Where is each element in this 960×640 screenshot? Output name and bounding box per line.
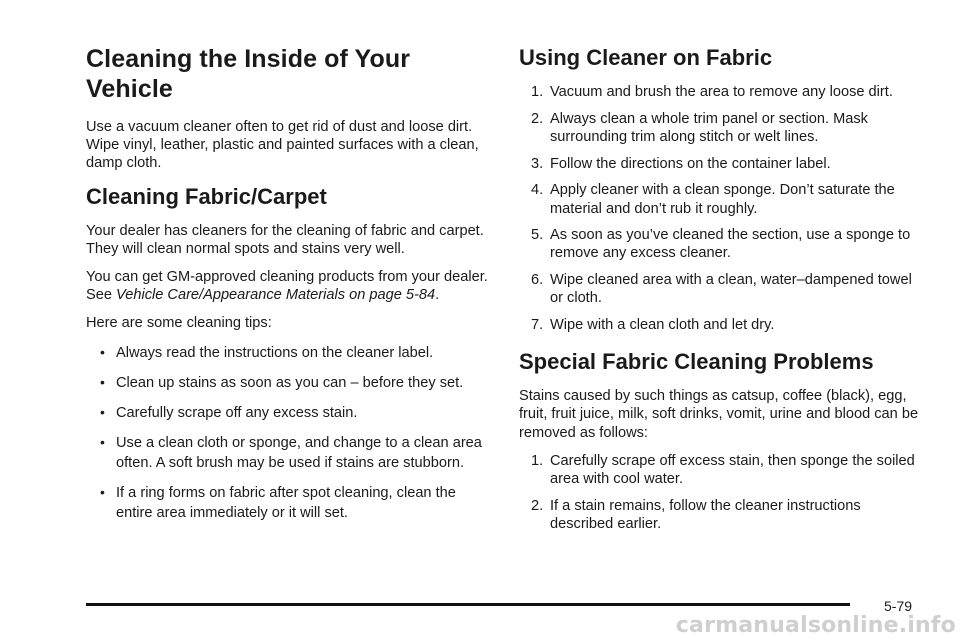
step-text: Always clean a whole trim panel or section. Mask surrounding trim along stitch or welt lines. [550,110,868,145]
list-item [531,497,919,533]
right-column [519,44,919,545]
step-number: 6. [531,272,544,289]
list-item [100,433,494,473]
step-text: Follow the directions on the container label. [550,155,831,172]
section-heading-using-cleaner: Using Cleaner on Fabric [519,45,773,70]
list-item [100,373,494,393]
tips-intro: Here are some cleaning tips: [86,315,272,332]
list-item-text: If a ring forms on fabric after spot cleaning, clean the entire area immediately or it will set. [116,484,456,521]
page-number: 5-79 [884,598,913,614]
step-number: 5. [531,227,544,244]
bullet-icon: • [100,373,105,390]
fabric-paragraph-2-end: . [435,287,440,304]
section-heading-fabric-carpet: Cleaning Fabric/Carpet [86,183,327,209]
step-text: If a stain remains, follow the cleaner instructions described earlier. [550,497,861,532]
special-intro: Stains caused by such things as catsup, coffee (black), egg, fruit, fruit juice, milk, soft drinks, vomit, urine and blood can be removed as follows: [519,388,919,441]
list-item [531,452,919,488]
section-heading-special-problems: Special Fabric Cleaning Problems [519,349,874,375]
list-item [100,403,494,423]
list-item [531,110,919,146]
special-problems-steps [519,452,919,533]
list-item [531,181,919,217]
list-item [100,483,494,523]
using-cleaner-steps [519,83,919,334]
intro-paragraph: Use a vacuum cleaner often to get rid of dust and loose dirt. Wipe vinyl, leather, plastic and painted surfaces with a clean, damp cloth. [86,119,479,172]
bullet-icon: • [100,433,105,450]
step-text: Wipe cleaned area with a clean, water–dampened towel or cloth. [550,272,912,307]
list-item [531,155,919,173]
step-number: 2. [531,110,544,127]
step-number: 3. [531,155,544,172]
step-text: Apply cleaner with a clean sponge. Don’t saturate the material and don’t rub it roughly. [550,182,895,217]
list-item-text: Use a clean cloth or sponge, and change to a clean area often. A soft brush may be used if stains are stubborn. [116,434,482,471]
list-item [531,316,919,334]
fabric-paragraph-2 [86,268,494,304]
list-item-text: Clean up stains as soon as you can – before they set. [116,374,464,391]
step-number: 1. [531,84,544,100]
bullet-icon: • [100,343,105,360]
footer-rule [86,603,850,606]
step-text: Carefully scrape off excess stain, then sponge the soiled area with cool water. [550,452,915,488]
cross-reference-link[interactable]: Vehicle Care/Appearance Materials on page 5-84 [116,287,436,304]
list-item [531,271,919,307]
step-number: 1. [531,452,544,469]
list-item-text: Always read the instructions on the cleaner label. [116,344,434,361]
section-heading-cleaning-inside: Cleaning the Inside of Your Vehicle [86,45,411,103]
bullet-icon: • [100,483,105,500]
step-text: Vacuum and brush the area to remove any loose dirt. [550,84,893,100]
bullet-icon: • [100,403,105,420]
cleaning-tips-list [86,343,494,523]
watermark: carmanualsonline.info [675,613,956,638]
list-item [100,343,494,363]
list-item [531,226,919,262]
fabric-paragraph-1: Your dealer has cleaners for the cleaning of fabric and carpet. They will clean normal spots and stains very well. [86,222,484,257]
step-number: 4. [531,182,544,199]
step-text: As soon as you’ve cleaned the section, use a sponge to remove any excess cleaner. [550,227,911,262]
list-item-text: Carefully scrape off any excess stain. [116,404,358,421]
list-item [531,83,919,101]
fabric-paragraph-2-text: You can get GM-approved cleaning products from your dealer. See [86,269,488,304]
left-column [86,44,494,533]
step-number: 7. [531,317,544,334]
step-number: 2. [531,497,544,514]
step-text: Wipe with a clean cloth and let dry. [550,317,775,334]
